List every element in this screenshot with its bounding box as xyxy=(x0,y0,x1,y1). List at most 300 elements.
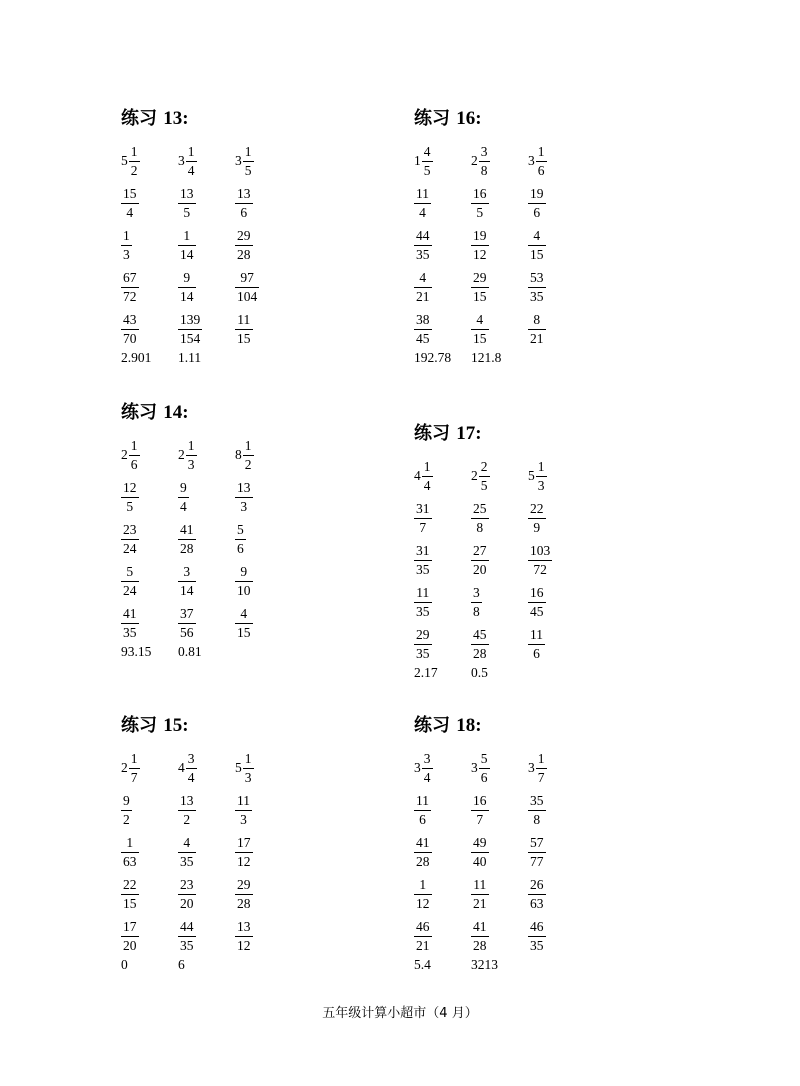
exercise-14 xyxy=(121,402,421,660)
fraction-answer xyxy=(235,606,292,640)
numerator: 25 xyxy=(473,501,487,516)
fraction-bar xyxy=(121,497,139,498)
numerator: 4 xyxy=(423,144,431,159)
fraction xyxy=(121,835,139,869)
fraction xyxy=(178,919,196,953)
denominator: 7 xyxy=(419,520,427,535)
fraction-answer xyxy=(121,522,178,556)
fraction-answer xyxy=(121,793,178,827)
fraction xyxy=(186,438,197,472)
fraction-row xyxy=(414,751,714,793)
fraction-answer xyxy=(235,144,292,178)
fraction xyxy=(121,270,139,304)
fraction xyxy=(178,522,196,556)
fraction xyxy=(121,606,139,640)
fraction-answer xyxy=(235,480,292,514)
fraction-answer xyxy=(528,186,585,220)
denominator: 70 xyxy=(123,331,137,346)
fraction-answer xyxy=(121,877,178,911)
decimal-answer: 1.11 xyxy=(178,350,202,365)
numerator: 5 xyxy=(126,564,134,579)
fraction xyxy=(414,543,432,577)
fraction-answer xyxy=(528,751,585,785)
fraction-bar xyxy=(121,936,139,937)
fraction-answer xyxy=(235,564,292,598)
numerator: 29 xyxy=(237,228,251,243)
fraction xyxy=(235,522,246,556)
fraction-answer xyxy=(471,877,528,911)
fraction-grid xyxy=(414,751,714,961)
denominator: 35 xyxy=(180,938,194,953)
fraction-bar xyxy=(121,287,139,288)
denominator: 20 xyxy=(123,938,137,953)
numerator: 1 xyxy=(183,228,191,243)
numerator: 4 xyxy=(476,312,484,327)
fraction-answer xyxy=(528,835,585,869)
denominator: 8 xyxy=(533,812,541,827)
denominator: 5 xyxy=(244,163,252,178)
denominator: 63 xyxy=(530,896,544,911)
fraction xyxy=(186,144,197,178)
fraction xyxy=(178,186,196,220)
numerator: 29 xyxy=(473,270,487,285)
fraction-answer xyxy=(235,522,292,556)
numerator: 3 xyxy=(183,564,191,579)
numerator: 1 xyxy=(244,438,252,453)
fraction-answer xyxy=(121,751,178,785)
fraction-answer xyxy=(414,312,471,346)
denominator: 35 xyxy=(530,289,544,304)
numerator: 16 xyxy=(473,186,487,201)
whole-number: 4 xyxy=(414,468,421,483)
fraction-row xyxy=(121,438,421,480)
fraction-bar xyxy=(243,455,254,456)
fraction-row xyxy=(121,751,421,793)
fraction xyxy=(121,522,139,556)
denominator: 6 xyxy=(533,646,540,661)
fraction-bar xyxy=(528,245,546,246)
decimal-answer: 2.901 xyxy=(121,350,152,365)
fraction-bar xyxy=(235,852,253,853)
denominator: 4 xyxy=(419,205,426,220)
fraction-answer xyxy=(121,606,178,640)
fraction-row xyxy=(121,606,421,648)
fraction-answer xyxy=(414,585,471,619)
fraction-row xyxy=(414,835,714,877)
fraction-answer xyxy=(121,919,178,953)
fraction-bar xyxy=(235,245,253,246)
numerator: 1 xyxy=(130,751,138,766)
denominator: 77 xyxy=(530,854,544,869)
fraction-row xyxy=(121,522,421,564)
fraction xyxy=(178,793,196,827)
fraction-row xyxy=(121,186,421,228)
numerator: 3 xyxy=(480,144,488,159)
fraction-bar xyxy=(536,161,547,162)
exercise-title-number: 18: xyxy=(456,715,482,736)
fraction-bar xyxy=(186,161,197,162)
fraction-grid xyxy=(121,438,421,648)
denominator: 9 xyxy=(533,520,541,535)
fraction xyxy=(129,751,140,785)
numerator: 13 xyxy=(237,919,251,934)
denominator: 72 xyxy=(533,562,547,577)
numerator: 31 xyxy=(416,501,430,516)
fraction-bar xyxy=(178,852,196,853)
fraction-answer xyxy=(528,312,585,346)
exercise-16 xyxy=(414,108,714,366)
numerator: 13 xyxy=(180,186,194,201)
fraction-bar xyxy=(414,644,432,645)
fraction-bar xyxy=(178,936,196,937)
whole-number: 8 xyxy=(235,447,242,462)
denominator: 2 xyxy=(123,812,130,827)
fraction-answer xyxy=(528,877,585,911)
fraction-bar xyxy=(235,203,253,204)
fraction-row xyxy=(414,312,714,354)
denominator: 15 xyxy=(237,625,251,640)
fraction xyxy=(414,877,432,911)
fraction-row xyxy=(121,270,421,312)
fraction-bar xyxy=(528,644,545,645)
fraction-answer xyxy=(178,312,235,346)
denominator: 7 xyxy=(476,812,484,827)
numerator: 13 xyxy=(237,186,251,201)
fraction xyxy=(178,270,196,304)
fraction-bar xyxy=(414,894,432,895)
decimal-answer: 121.8 xyxy=(471,350,502,365)
numerator: 4 xyxy=(240,606,248,621)
fraction-row xyxy=(121,877,421,919)
fraction-row xyxy=(414,585,714,627)
fraction xyxy=(479,459,490,493)
numerator: 16 xyxy=(530,585,544,600)
denominator: 4 xyxy=(423,770,431,785)
numerator: 1 xyxy=(126,835,134,850)
denominator: 10 xyxy=(237,583,251,598)
denominator: 5 xyxy=(423,163,431,178)
denominator: 56 xyxy=(180,625,194,640)
fraction-bar xyxy=(528,203,546,204)
denominator: 3 xyxy=(244,770,252,785)
numerator: 97 xyxy=(240,270,254,285)
denominator: 4 xyxy=(187,163,195,178)
exercise-title-prefix: 练习 xyxy=(121,402,157,423)
fraction-answer xyxy=(121,144,178,178)
fraction xyxy=(243,438,254,472)
exercise-title xyxy=(414,423,714,445)
fraction-answer xyxy=(235,919,292,953)
exercise-title-number: 13: xyxy=(163,108,189,129)
fraction-bar xyxy=(235,936,253,937)
fraction-bar xyxy=(186,455,197,456)
fraction-bar xyxy=(121,245,132,246)
numerator: 1 xyxy=(187,438,195,453)
fraction-answer xyxy=(178,793,235,827)
numerator: 67 xyxy=(123,270,137,285)
denominator: 28 xyxy=(416,854,430,869)
fraction-bar xyxy=(121,623,139,624)
page-footer: 五年级计算小超市（4 月） xyxy=(322,1006,478,1021)
fraction-bar xyxy=(479,768,490,769)
fraction-answer xyxy=(414,459,471,493)
fraction xyxy=(528,186,546,220)
fraction-row xyxy=(414,186,714,228)
fraction-bar xyxy=(178,245,196,246)
denominator: 45 xyxy=(416,331,430,346)
denominator: 20 xyxy=(473,562,487,577)
fraction-bar xyxy=(243,768,254,769)
numerator: 23 xyxy=(123,522,137,537)
fraction xyxy=(422,751,433,785)
denominator: 8 xyxy=(480,163,488,178)
denominator: 35 xyxy=(416,247,430,262)
fraction xyxy=(471,228,489,262)
fraction xyxy=(178,228,196,262)
fraction xyxy=(235,312,253,346)
fraction-answer xyxy=(471,751,528,785)
fraction xyxy=(528,793,546,827)
fraction xyxy=(471,270,489,304)
fraction-row xyxy=(414,919,714,961)
numerator: 23 xyxy=(180,877,194,892)
exercise-title xyxy=(121,715,421,737)
fraction-bar xyxy=(121,329,139,330)
numerator: 103 xyxy=(530,543,551,558)
fraction-bar xyxy=(235,810,252,811)
fraction xyxy=(528,627,545,661)
fraction xyxy=(178,606,196,640)
fraction xyxy=(178,835,196,869)
denominator: 3 xyxy=(240,499,248,514)
fraction-bar xyxy=(422,476,433,477)
fraction-bar xyxy=(471,203,489,204)
fraction-answer xyxy=(414,793,471,827)
fraction-bar xyxy=(471,518,489,519)
denominator: 21 xyxy=(416,938,430,953)
fraction-answer xyxy=(528,501,585,535)
denominator: 7 xyxy=(537,770,545,785)
numerator: 44 xyxy=(180,919,194,934)
fraction-answer xyxy=(121,835,178,869)
fraction-row xyxy=(414,793,714,835)
numerator: 19 xyxy=(473,228,487,243)
numerator: 12 xyxy=(123,480,137,495)
whole-number: 3 xyxy=(528,760,535,775)
denominator: 3 xyxy=(123,247,130,262)
exercise-title-number: 16: xyxy=(456,108,482,129)
fraction-bar xyxy=(414,329,432,330)
fraction xyxy=(528,919,546,953)
fraction-bar xyxy=(471,852,489,853)
decimal-answer: 6 xyxy=(178,957,185,972)
fraction xyxy=(528,835,546,869)
denominator: 15 xyxy=(473,331,487,346)
denominator: 63 xyxy=(123,854,137,869)
fraction xyxy=(235,480,253,514)
fraction xyxy=(536,459,547,493)
decimal-answer: 0.81 xyxy=(178,644,202,659)
exercise-title-number: 15: xyxy=(163,715,189,736)
numerator: 1 xyxy=(244,144,252,159)
denominator: 6 xyxy=(537,163,545,178)
denominator: 35 xyxy=(416,604,430,619)
numerator: 43 xyxy=(123,312,137,327)
fraction-bar xyxy=(414,602,432,603)
denominator: 21 xyxy=(530,331,544,346)
fraction-bar xyxy=(178,497,189,498)
numerator: 1 xyxy=(130,144,138,159)
numerator: 35 xyxy=(530,793,544,808)
fraction-row xyxy=(121,228,421,270)
fraction xyxy=(528,228,546,262)
numerator: 1 xyxy=(187,144,195,159)
fraction xyxy=(422,144,433,178)
denominator: 6 xyxy=(130,457,138,472)
exercise-title-prefix: 练习 xyxy=(121,715,157,736)
numerator: 11 xyxy=(416,585,430,600)
fraction-answer xyxy=(235,312,292,346)
numerator: 15 xyxy=(123,186,137,201)
fraction-answer xyxy=(471,312,528,346)
fraction-answer xyxy=(414,543,471,577)
fraction-row xyxy=(121,480,421,522)
fraction xyxy=(528,312,546,346)
numerator: 41 xyxy=(473,919,487,934)
fraction-answer xyxy=(414,186,471,220)
fraction-bar xyxy=(479,161,490,162)
denominator: 2 xyxy=(244,457,252,472)
whole-number: 2 xyxy=(121,760,128,775)
numerator: 3 xyxy=(473,585,480,600)
fraction-answer xyxy=(178,919,235,953)
fraction-bar xyxy=(178,203,196,204)
fraction-bar xyxy=(471,602,482,603)
fraction-bar xyxy=(414,560,432,561)
fraction xyxy=(178,312,202,346)
decimal-answer: 3213 xyxy=(471,957,498,972)
denominator: 5 xyxy=(480,478,488,493)
denominator: 28 xyxy=(180,541,194,556)
decimal-answer: 0 xyxy=(121,957,128,972)
denominator: 12 xyxy=(237,938,251,953)
fraction-bar xyxy=(414,203,431,204)
numerator: 1 xyxy=(537,144,545,159)
fraction-answer xyxy=(121,186,178,220)
fraction xyxy=(471,312,489,346)
numerator: 11 xyxy=(530,627,543,642)
denominator: 35 xyxy=(416,562,430,577)
denominator: 3 xyxy=(537,478,545,493)
fraction xyxy=(235,877,253,911)
denominator: 5 xyxy=(183,205,191,220)
numerator: 41 xyxy=(123,606,137,621)
denominator: 4 xyxy=(423,478,431,493)
numerator: 11 xyxy=(416,186,429,201)
fraction xyxy=(121,877,139,911)
decimal-answer: 2.17 xyxy=(414,665,438,680)
fraction xyxy=(479,144,490,178)
decimal-answer: 0.5 xyxy=(471,665,488,680)
numerator: 1 xyxy=(537,459,545,474)
fraction-answer xyxy=(528,585,585,619)
fraction-answer xyxy=(528,459,585,493)
denominator: 4 xyxy=(187,770,195,785)
numerator: 17 xyxy=(237,835,251,850)
fraction-row xyxy=(121,835,421,877)
fraction-answer xyxy=(235,186,292,220)
fraction-answer xyxy=(178,522,235,556)
whole-number: 3 xyxy=(471,760,478,775)
denominator: 3 xyxy=(187,457,195,472)
denominator: 8 xyxy=(473,604,480,619)
numerator: 1 xyxy=(423,459,431,474)
denominator: 24 xyxy=(123,583,137,598)
fraction xyxy=(528,501,546,535)
numerator: 22 xyxy=(123,877,137,892)
numerator: 139 xyxy=(180,312,201,327)
fraction xyxy=(479,751,490,785)
fraction-bar xyxy=(129,768,140,769)
denominator: 6 xyxy=(240,205,248,220)
exercise-title-prefix: 练习 xyxy=(414,108,450,129)
numerator: 41 xyxy=(416,835,430,850)
fraction-answer xyxy=(471,793,528,827)
fraction-bar xyxy=(121,894,139,895)
denominator: 20 xyxy=(180,896,194,911)
denominator: 6 xyxy=(480,770,488,785)
denominator: 21 xyxy=(473,896,487,911)
numerator: 19 xyxy=(530,186,544,201)
fraction-bar xyxy=(528,810,546,811)
fraction-bar xyxy=(471,810,489,811)
fraction-answer xyxy=(471,543,528,577)
fraction-bar xyxy=(186,768,197,769)
fraction-row xyxy=(414,543,714,585)
fraction-bar xyxy=(121,203,139,204)
fraction-answer xyxy=(178,835,235,869)
fraction-answer xyxy=(528,270,585,304)
fraction-answer xyxy=(471,459,528,493)
fraction xyxy=(178,480,189,514)
denominator: 40 xyxy=(473,854,487,869)
denominator: 35 xyxy=(180,854,194,869)
denominator: 6 xyxy=(237,541,244,556)
fraction-answer xyxy=(471,585,528,619)
fraction-answer xyxy=(414,751,471,785)
exercise-18 xyxy=(414,715,714,973)
fraction xyxy=(129,438,140,472)
fraction xyxy=(414,919,432,953)
exercise-15 xyxy=(121,715,421,973)
fraction-bar xyxy=(178,810,196,811)
fraction-bar xyxy=(235,539,246,540)
fraction xyxy=(471,585,482,619)
numerator: 49 xyxy=(473,835,487,850)
numerator: 13 xyxy=(180,793,194,808)
fraction xyxy=(528,543,552,577)
fraction-answer xyxy=(178,606,235,640)
numerator: 11 xyxy=(237,312,251,327)
whole-number: 5 xyxy=(235,760,242,775)
fraction-answer xyxy=(528,144,585,178)
numerator: 17 xyxy=(123,919,137,934)
numerator: 9 xyxy=(240,564,248,579)
numerator: 5 xyxy=(237,522,244,537)
numerator: 53 xyxy=(530,270,544,285)
fraction-answer xyxy=(528,919,585,953)
fraction-row xyxy=(414,501,714,543)
